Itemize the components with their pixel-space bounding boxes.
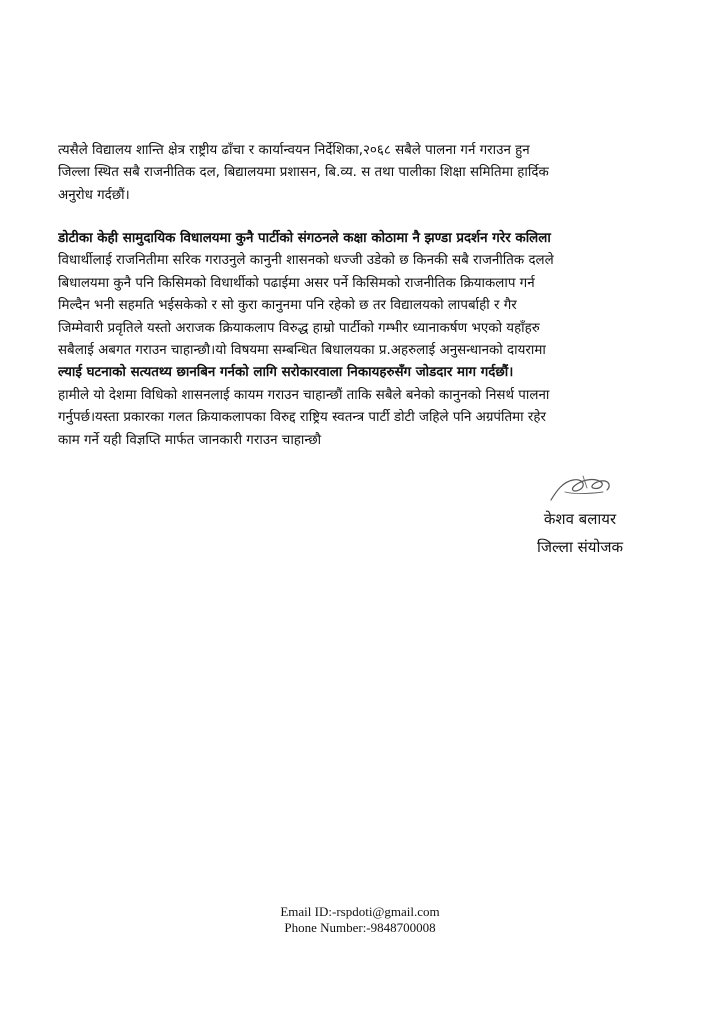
signatory-name: केशव बलायर <box>543 510 617 528</box>
paragraph-line: हामीले यो देशमा विधिको शासनलाई कायम गराउन चाहान्छौं ताकि सबैले बनेको कानुनको निसर्थ पालना <box>58 387 550 403</box>
paragraph-line: मिल्दैन भनी सहमति भईसकेको र सो कुरा कानुनमा पनि रहेको छ तर विद्यालयको लापर्बाही र गैर <box>58 298 517 314</box>
paragraph-line: त्यसैले विद्यालय शान्ति क्षेत्र राष्ट्रीय ढाँचा र कार्यान्वयन निर्देशिका,२०६८ सबैले पालना गर्न गराउन हुन <box>58 143 530 158</box>
signatory-title: जिल्ला संयोजक <box>537 538 623 556</box>
paragraph-line: बिधालयमा कुनै पनि किसिमको विधार्थीको पढाईमा असर पर्ने किसिमको राजनीतिक क्रियाकलाप गर्न <box>58 275 535 291</box>
handwritten-signature <box>543 472 617 506</box>
footer-email: Email ID:-rspdoti@gmail.com <box>280 904 440 919</box>
signature-block <box>480 472 680 558</box>
paragraph-line: विधार्थीलाई राजनितीमा सरिक गराउनुले कानुनी शासनको धज्जी उडेको छ किनकी सबै राजनीतिक दलले <box>58 253 554 269</box>
paragraph-line: ल्याई घटनाको सत्यतथ्य छानबिन गर्नको लागि सरोकारवाला निकायहरुसँग जोडदार माग गर्दछौं। <box>58 365 514 381</box>
contact-footer <box>0 904 720 936</box>
paragraph-line: सबैलाई अबगत गराउन चाहान्छौ।यो विषयमा सम्बन्धित बिधालयका प्र.अहरुलाई अनुसन्धानको दायरामा <box>58 343 546 359</box>
paragraph-line: जिल्ला स्थित सबै राजनीतिक दल, बिद्यालयमा प्रशासन, बि.व्य. स तथा पालीका शिक्षा समितिमा हार्दिक <box>58 165 549 181</box>
paragraph-line: डोटीका केही सामुदायिक विधालयमा कुनै पार्टीको संगठनले कक्षा कोठामा नै झण्डा प्रदर्शन गरेर कलिला <box>58 231 551 246</box>
paragraph-complaint <box>58 228 680 452</box>
footer-phone: Phone Number:-9848700008 <box>284 920 436 935</box>
paragraph-line: अनुरोध गर्दछौं। <box>58 187 130 203</box>
paragraph-request <box>58 140 680 207</box>
paragraph-line: गर्नुपर्छ।यस्ता प्रकारका गलत क्रियाकलापका विरुद्द राष्ट्रिय स्वतन्त्र पार्टी डोटी जहिले पनि अग्रपंतिमा रहेर <box>58 410 546 426</box>
paragraph-line: काम गर्ने यही विज्ञप्ति मार्फत जानकारी गराउन चाहान्छौ <box>58 432 322 448</box>
paragraph-line: जिम्मेवारी प्रवृतिले यस्तो अराजक क्रियाकलाप विरुद्ध हाम्रो पार्टीको गम्भीर ध्यानाकर्षण भएको यहाँहरु <box>58 320 540 336</box>
